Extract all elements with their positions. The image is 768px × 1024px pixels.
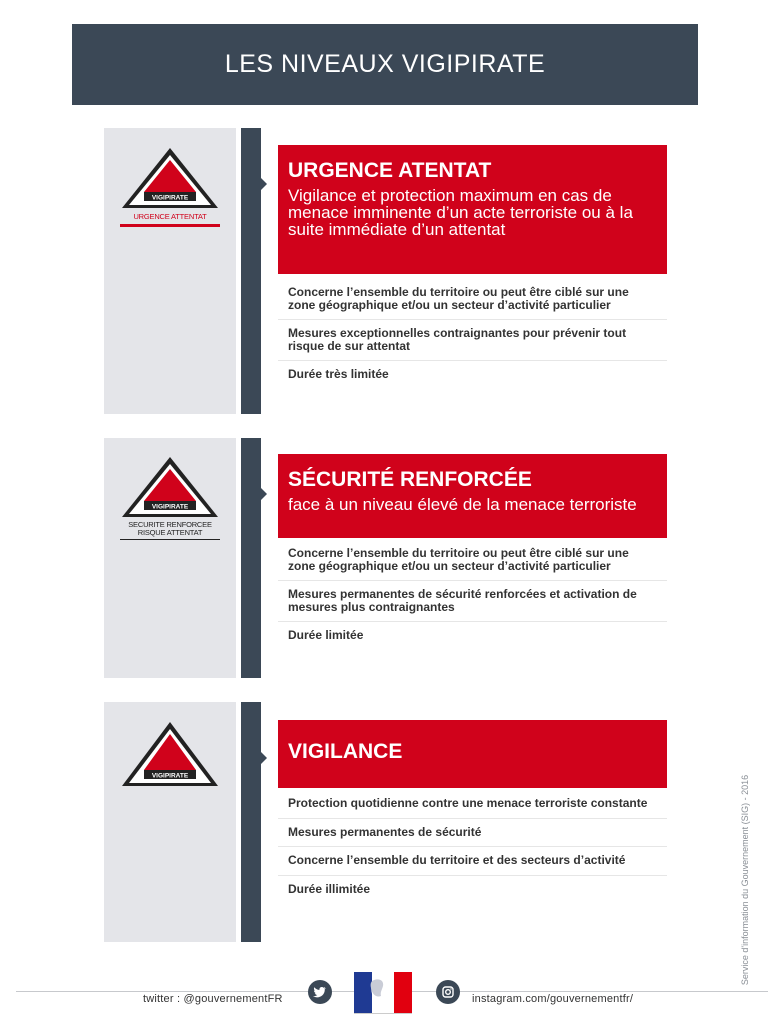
twitter-handle[interactable]: twitter : @gouvernementFR bbox=[143, 993, 283, 1005]
logo-label: VIGIPIRATE bbox=[151, 503, 189, 511]
level-title: SÉCURITÉ RENFORCÉE bbox=[288, 468, 532, 491]
level-header-box bbox=[278, 145, 667, 274]
vigipirate-logo bbox=[118, 146, 222, 230]
triangle-warning-icon bbox=[118, 146, 222, 214]
level-securite-renforcee bbox=[104, 438, 668, 678]
instagram-icon[interactable] bbox=[436, 980, 460, 1004]
logo-caption: RISQUE ATTENTAT bbox=[137, 528, 203, 537]
vigipirate-logo bbox=[118, 720, 222, 788]
divider-bar bbox=[241, 438, 261, 678]
list-item: Concerne l’ensemble du territoire ou peut être ciblé sur une zone géographique et/ou un secteur d’activité particulier bbox=[278, 540, 667, 581]
list-item: Durée limitée bbox=[288, 628, 364, 642]
divider-bar bbox=[241, 128, 261, 414]
list-item: Mesures permanentes de sécurité bbox=[278, 819, 667, 848]
level-header-box bbox=[278, 720, 667, 788]
list-item: Mesures permanentes de sécurité renforcées et activation de mesures plus contraignantes bbox=[278, 581, 667, 622]
logo-underline bbox=[120, 539, 220, 540]
list-item: Durée illimitée bbox=[288, 881, 371, 896]
list-item: Concerne l’ensemble du territoire ou peut être ciblé sur une zone géographique et/ou un secteur d’activité particulier bbox=[278, 279, 667, 320]
side-credit: Service d'information du Gouvernement (SIG) - 2016 bbox=[740, 774, 750, 986]
page-title: LES NIVEAUX VIGIPIRATE bbox=[224, 50, 546, 78]
list-item: Durée très limitée bbox=[288, 367, 389, 381]
level-title: VIGILANCE bbox=[288, 740, 403, 763]
logo-label: VIGIPIRATE bbox=[151, 772, 189, 780]
logo-caption: URGENCE ATTENTAT bbox=[133, 212, 207, 221]
instagram-link[interactable]: instagram.com/gouvernementfr/ bbox=[472, 993, 634, 1005]
level-title: URGENCE ATENTAT bbox=[288, 159, 492, 182]
list-item: Protection quotidienne contre une menace terroriste constante bbox=[278, 790, 667, 819]
camera-icon bbox=[442, 986, 454, 998]
logo-underline bbox=[120, 224, 220, 227]
logo-label: VIGIPIRATE bbox=[151, 194, 189, 202]
level-items bbox=[278, 540, 667, 650]
list-item: Mesures exceptionnelles contraignantes pour prévenir tout risque de sur attentat bbox=[278, 320, 667, 361]
list-item: Concerne l’ensemble du territoire et des secteurs d’activité bbox=[278, 847, 667, 876]
twitter-icon[interactable] bbox=[308, 980, 332, 1004]
level-subtitle: Vigilance et protection maximum en cas de menace imminente d’un acte terroriste ou à la suite immédiate d’un attentat bbox=[288, 186, 633, 239]
triangle-warning-icon bbox=[118, 455, 222, 523]
divider-bar bbox=[241, 702, 261, 942]
level-vigilance bbox=[104, 702, 668, 942]
level-items bbox=[278, 279, 667, 389]
level-urgence-attentat bbox=[104, 128, 668, 414]
level-header-box bbox=[278, 454, 667, 538]
government-logo bbox=[354, 972, 412, 1014]
bird-icon bbox=[313, 986, 327, 998]
level-items bbox=[278, 790, 667, 903]
triangle-warning-icon bbox=[118, 720, 222, 788]
page-header bbox=[72, 24, 698, 105]
marianne-icon bbox=[354, 972, 412, 1014]
vigipirate-logo bbox=[118, 455, 222, 545]
level-subtitle: face à un niveau élevé de la menace terroriste bbox=[288, 495, 637, 514]
logo-caption: SECURITE RENFORCEE bbox=[128, 520, 212, 529]
